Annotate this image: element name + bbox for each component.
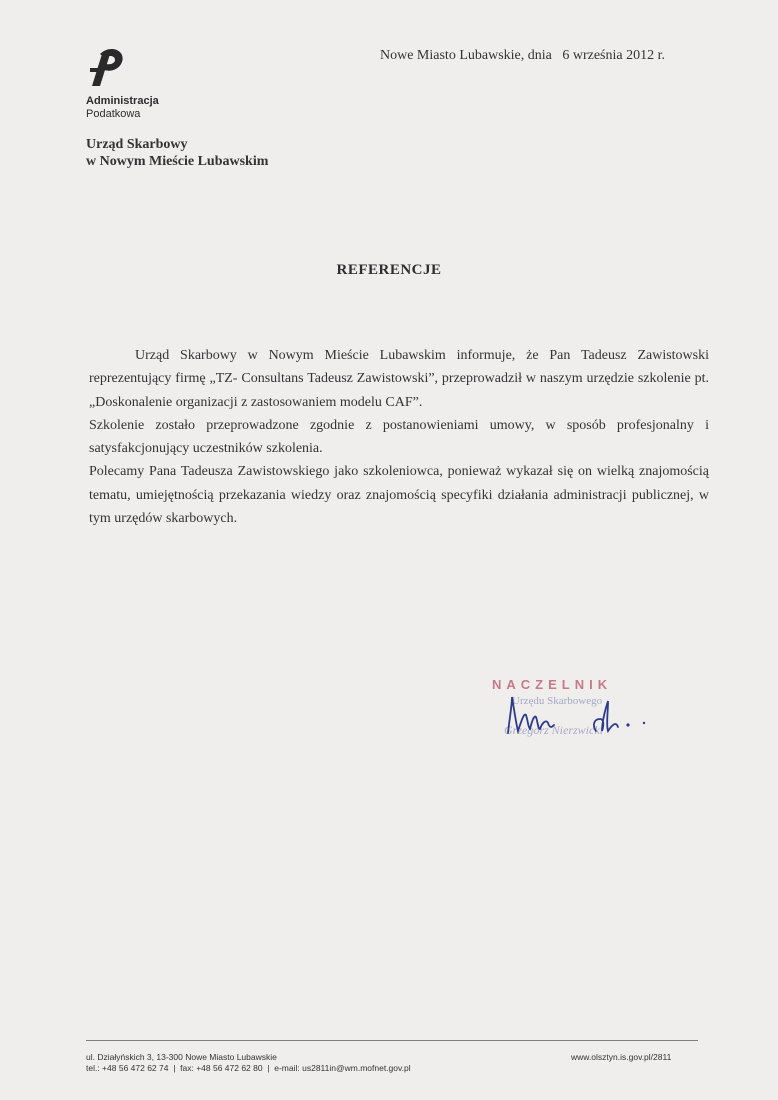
agency-name	[86, 95, 159, 121]
footer-address: ul. Działyńskich 3, 13-300 Nowe Miasto Lubawskie	[86, 1052, 277, 1062]
official-stamp	[488, 675, 668, 750]
document-title: REFERENCJE	[336, 262, 442, 278]
stamp-title: NACZELNIK	[492, 677, 613, 692]
office-line-2: w Nowym Mieście Lubawskim	[86, 154, 269, 169]
paragraph-2: Szkolenie zostało przeprowadzone zgodnie z postanowieniami umowy, w sposób profesjonalny i satysfakcjonujący uczestników szkolenia.	[89, 417, 709, 457]
document-body	[89, 344, 709, 530]
footer-contact-info	[86, 1052, 411, 1074]
paragraph-3: Polecamy Pana Tadeusza Zawistowskiego jako szkoleniowca, ponieważ wykazał się on wielką znajomością tematu, umiejętnością przekazania wiedzy oraz znajomością specyfiki działania administracji publicznej, w tym urzędów skarbowych.	[89, 464, 709, 527]
agency-line-1: Administracja	[86, 95, 159, 107]
agency-line-2: Podatkowa	[86, 108, 141, 120]
handwritten-signature	[488, 675, 668, 750]
document-date: Nowe Miasto Lubawskie, dnia 6 września 2012 r.	[380, 48, 665, 63]
footer-contact: tel.: +48 56 472 62 74 | fax: +48 56 472 62 80 | e-mail: us2811in@wm.mofnet.gov.pl	[86, 1063, 411, 1073]
paragraph-1: Urząd Skarbowy w Nowym Mieście Lubawskim informuje, że Pan Tadeusz Zawistowski reprezentujący firmę „TZ- Consultans Tadeusz Zawistowski”, przeprowadził w naszym urzędzie szkolenie pt. „Doskonalenie organizacji z zastosowaniem modelu CAF”.	[89, 348, 709, 410]
office-name	[86, 136, 268, 170]
footer-divider	[86, 1040, 698, 1041]
footer-website-link[interactable]: www.olsztyn.is.gov.pl/2811	[571, 1052, 672, 1062]
office-line-1: Urząd Skarbowy	[86, 137, 188, 152]
stamp-name: Grzegorz Nierzwicki	[504, 723, 603, 737]
administracja-podatkowa-logo-icon	[86, 46, 128, 88]
stamp-office: Urzędu Skarbowego	[512, 695, 603, 707]
